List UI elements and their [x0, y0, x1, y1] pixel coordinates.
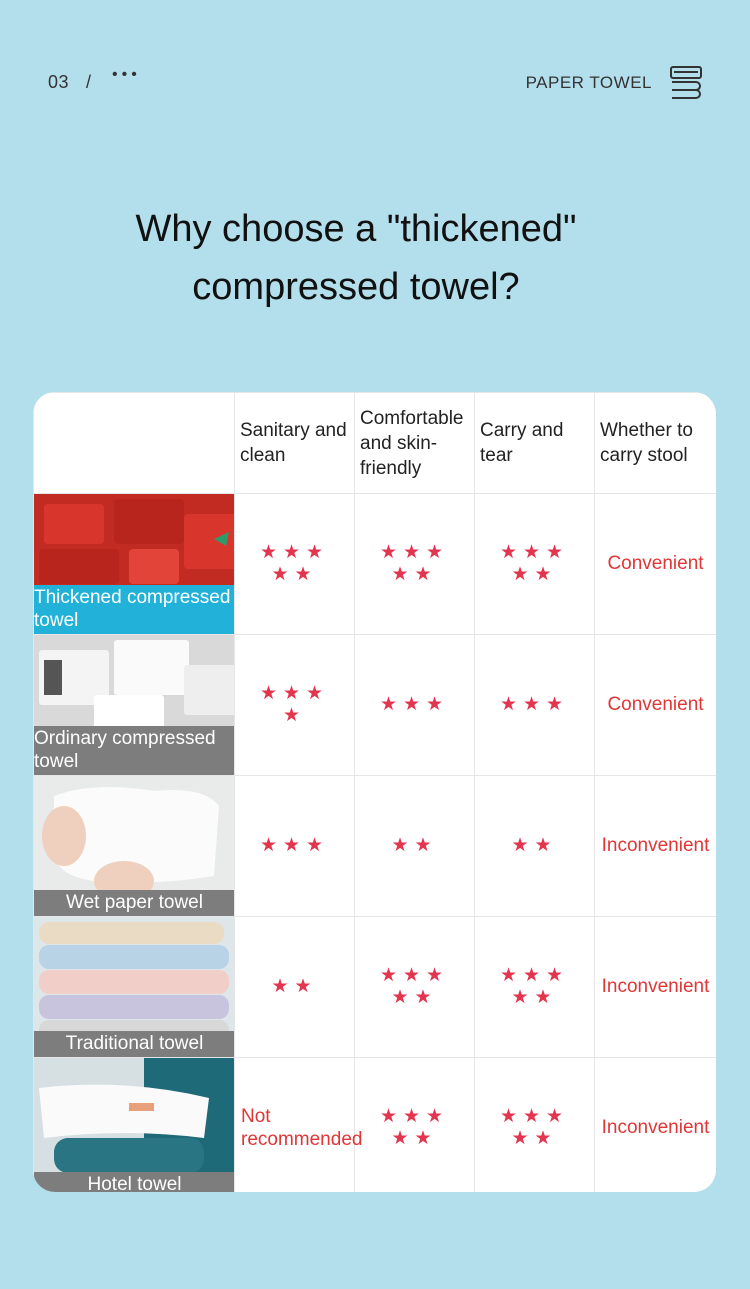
table-row — [34, 1058, 717, 1193]
convenience-value: Inconvenient — [595, 776, 717, 917]
carry-rating: ★★★ — [475, 635, 595, 776]
product-cell — [34, 776, 235, 917]
comfortable-rating: ★★★ ★★ — [355, 917, 475, 1058]
table-row — [34, 917, 717, 1058]
table-row — [34, 494, 717, 635]
header-corner — [34, 393, 235, 494]
product-label: Hotel towel — [34, 1172, 235, 1192]
comfortable-rating: ★★★ ★★ — [355, 1058, 475, 1193]
header-stool: Whether to carry stool — [595, 393, 717, 494]
header-carry: Carry and tear — [475, 393, 595, 494]
comfortable-rating: ★★★ ★★ — [355, 494, 475, 635]
comfortable-rating: ★★★ — [355, 635, 475, 776]
separator: / — [86, 72, 92, 92]
product-label: Ordinary compressed towel — [34, 726, 235, 775]
product-label: Traditional towel — [34, 1031, 235, 1057]
header-comfortable: Comfortable and skin-friendly — [355, 393, 475, 494]
sanitary-rating: ★★★ — [235, 776, 355, 917]
brand-label: PAPER TOWEL — [525, 73, 652, 92]
product-cell — [34, 494, 235, 635]
convenience-value: Inconvenient — [595, 1058, 717, 1193]
convenience-value: Inconvenient — [595, 917, 717, 1058]
towel-stack-icon — [668, 64, 704, 100]
product-cell — [34, 635, 235, 776]
sanitary-rating: ★★ — [235, 917, 355, 1058]
title-line-2: compressed towel? — [192, 266, 520, 308]
carry-rating: ★★ — [475, 776, 595, 917]
product-label: Thickened compressed towel — [34, 585, 235, 634]
product-cell — [34, 917, 235, 1058]
convenience-value: Convenient — [595, 494, 717, 635]
carry-rating: ★★★ ★★ — [475, 1058, 595, 1193]
table-row — [34, 635, 717, 776]
comfortable-rating: ★★ — [355, 776, 475, 917]
more-dots-icon: ••• — [112, 66, 141, 83]
comparison-table — [33, 392, 716, 1192]
sanitary-rating: ★★★ ★ — [235, 635, 355, 776]
carry-rating: ★★★ ★★ — [475, 494, 595, 635]
top-bar — [0, 0, 750, 120]
page-number: 03 — [48, 72, 70, 92]
product-cell — [34, 1058, 235, 1193]
convenience-value: Convenient — [595, 635, 717, 776]
product-label: Wet paper towel — [34, 890, 235, 916]
page-title — [0, 200, 712, 316]
carry-rating: ★★★ ★★ — [475, 917, 595, 1058]
comparison-card — [33, 392, 716, 1192]
header-sanitary: Sanitary and clean — [235, 393, 355, 494]
sanitary-value: Not recommended — [235, 1058, 355, 1193]
sanitary-rating: ★★★ ★★ — [235, 494, 355, 635]
title-line-1: Why choose a "thickened" — [135, 208, 577, 250]
table-row — [34, 776, 717, 917]
table-header-row — [34, 393, 717, 494]
